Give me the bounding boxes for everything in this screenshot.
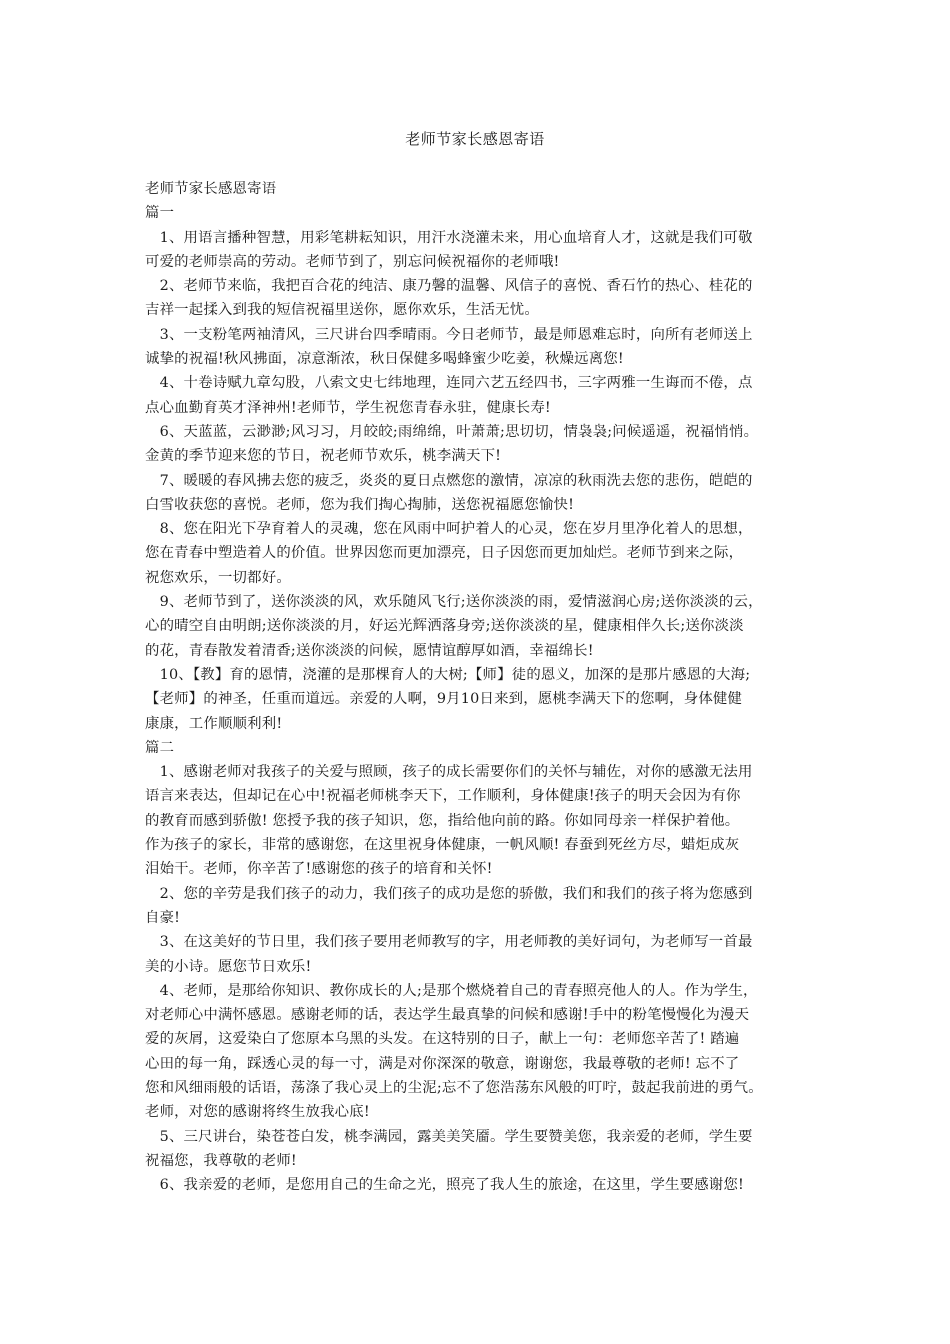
body-line: 10、【教】育的恩情，浇灌的是那棵育人的大树;【师】徒的恩义，加深的是那片感恩的大海; [145,666,751,683]
body-line: 可爱的老师崇高的劳动。老师节到了，别忘问候祝福你的老师哦! [145,253,560,270]
body-line: 心田的每一角，踩透心灵的每一寸，满是对你深深的敬意，谢谢您，我最尊敬的老师! 忘不了 [145,1055,740,1072]
body-line: 4、老师，是那给你知识、教你成长的人;是那个燃烧着自己的青春照亮他人的人。作为学生， [145,982,758,999]
body-line: 的教育而感到骄傲! 您授予我的孩子知识，您，指给他向前的路。你如同母亲一样保护着他。 [145,812,740,829]
body-line: 语言来表达，但却记在心中!祝福老师桃李天下，工作顺利，身体健康!孩子的明天会因为有你 [145,788,741,805]
body-line: 美的小诗。愿您节日欢乐! [145,958,312,975]
body-line: 1、用语言播种智慧，用彩笔耕耘知识，用汗水浇灌未来，用心血培育人才，这就是我们可敬 [145,229,753,246]
body-line: 白雪收获您的喜悦。老师，您为我们掏心掏肺，送您祝福愿您愉快! [145,496,575,513]
body-line: 2、您的辛劳是我们孩子的动力，我们孩子的成功是您的骄傲，我们和我们的孩子将为您感到 [145,885,753,902]
body-line: 6、我亲爱的老师，是您用自己的生命之光，照亮了我人生的旅途，在这里，学生要感谢您! [145,1177,744,1194]
body-line: 【老师】的神圣，任重而道远。亲爱的人啊，9月10日来到，愿桃李满天下的您啊，身体健健 [145,691,743,708]
body-line: 对老师心中满怀感恩。感谢老师的话，表达学生最真挚的问候和感谢!手中的粉笔慢慢化为漫天 [145,1007,750,1024]
body-line: 您和风细雨般的话语，荡涤了我心灵上的尘泥;忘不了您浩荡东风般的叮咛，鼓起我前进的勇气。 [145,1079,763,1096]
body-line: 3、一支粉笔两袖清风，三尺讲台四季晴雨。今日老师节，最是师恩难忘时，向所有老师送上 [145,326,753,343]
document-body [145,177,813,1197]
body-line: 篇二 [145,739,175,756]
body-line: 金黄的季节迎来您的节日，祝老师节欢乐，桃李满天下! [145,448,502,465]
body-line: 您在青春中塑造着人的价值。世界因您而更加漂亮，日子因您而更加灿烂。老师节到来之际， [145,545,744,562]
body-line: 祝福您，我尊敬的老师! [145,1152,297,1169]
body-line: 2、老师节来临，我把百合花的纯洁、康乃馨的温馨、风信子的喜悦、香石竹的热心、桂花的 [145,278,753,295]
body-line: 爱的灰屑，这爱染白了您原本乌黑的头发。在这特别的日子，献上一句：老师您辛苦了! 踏遍 [145,1031,740,1048]
body-line: 7、暖暖的春风拂去您的疲乏，炎炎的夏日点燃您的激情，凉凉的秋雨洗去您的悲伤，皑皑的 [145,472,753,489]
body-line: 4、十卷诗赋九章勾股，八索文史七纬地理，连同六艺五经四书，三字两雅一生诲而不倦，点 [145,375,753,392]
body-line: 自豪! [145,909,181,926]
body-line: 9、老师节到了，送你淡淡的风，欢乐随风飞行;送你淡淡的雨，爱情滋润心房;送你淡淡的云， [145,594,763,611]
body-line: 诚挚的祝福!秋风拂面，凉意渐浓，秋日保健多喝蜂蜜少吃姜，秋燥远离您! [145,351,624,368]
body-line: 3、在这美好的节日里，我们孩子要用老师教写的字，用老师教的美好词句，为老师写一首最 [145,934,753,951]
body-line: 8、您在阳光下孕育着人的灵魂，您在风雨中呵护着人的心灵，您在岁月里净化着人的思想， [145,521,753,538]
body-line: 1、感谢老师对我孩子的关爱与照顾，孩子的成长需要你们的关怀与辅佐，对你的感激无法用 [145,764,753,781]
body-line: 老师节家长感恩寄语 [145,181,277,197]
body-line: 泪始干。老师，你辛苦了!感谢您的孩子的培育和关怀! [145,861,493,878]
body-line: 6、天蓝蓝，云渺渺;风习习，月皎皎;雨绵绵，叶萧萧;思切切，情袅袅;问候遥遥，祝福悄悄。 [145,423,759,440]
body-line: 祝您欢乐，一切都好。 [145,569,291,586]
body-line: 点心血勤育英才泽神州!老师节，学生祝您青春永驻，健康长寿! [145,399,551,416]
body-line: 心的晴空自由明朗;送你淡淡的月，好运光辉洒落身旁;送你淡淡的星，健康相伴久长;送你淡淡 [145,618,744,635]
body-line: 作为孩子的家长，非常的感谢您，在这里祝身体健康，一帆风顺! 春蚕到死丝方尽，蜡炬成灰 [145,837,740,854]
body-line: 5、三尺讲台，染苍苍白发，桃李满园，露美美笑靥。学生要赞美您，我亲爱的老师，学生要 [145,1128,753,1145]
body-line: 的花，青春散发着清香;送你淡淡的问候，愿情谊醇厚如酒，幸福绵长! [145,642,594,659]
body-line: 篇一 [145,205,175,222]
body-line: 吉祥一起揉入到我的短信祝福里送你，愿你欢乐，生活无忧。 [145,302,539,319]
body-line: 康康，工作顺顺利利! [145,715,283,732]
document-title: 老师节家长感恩寄语 [405,130,545,148]
body-line: 老师，对您的感谢将终生放我心底! [145,1104,370,1121]
